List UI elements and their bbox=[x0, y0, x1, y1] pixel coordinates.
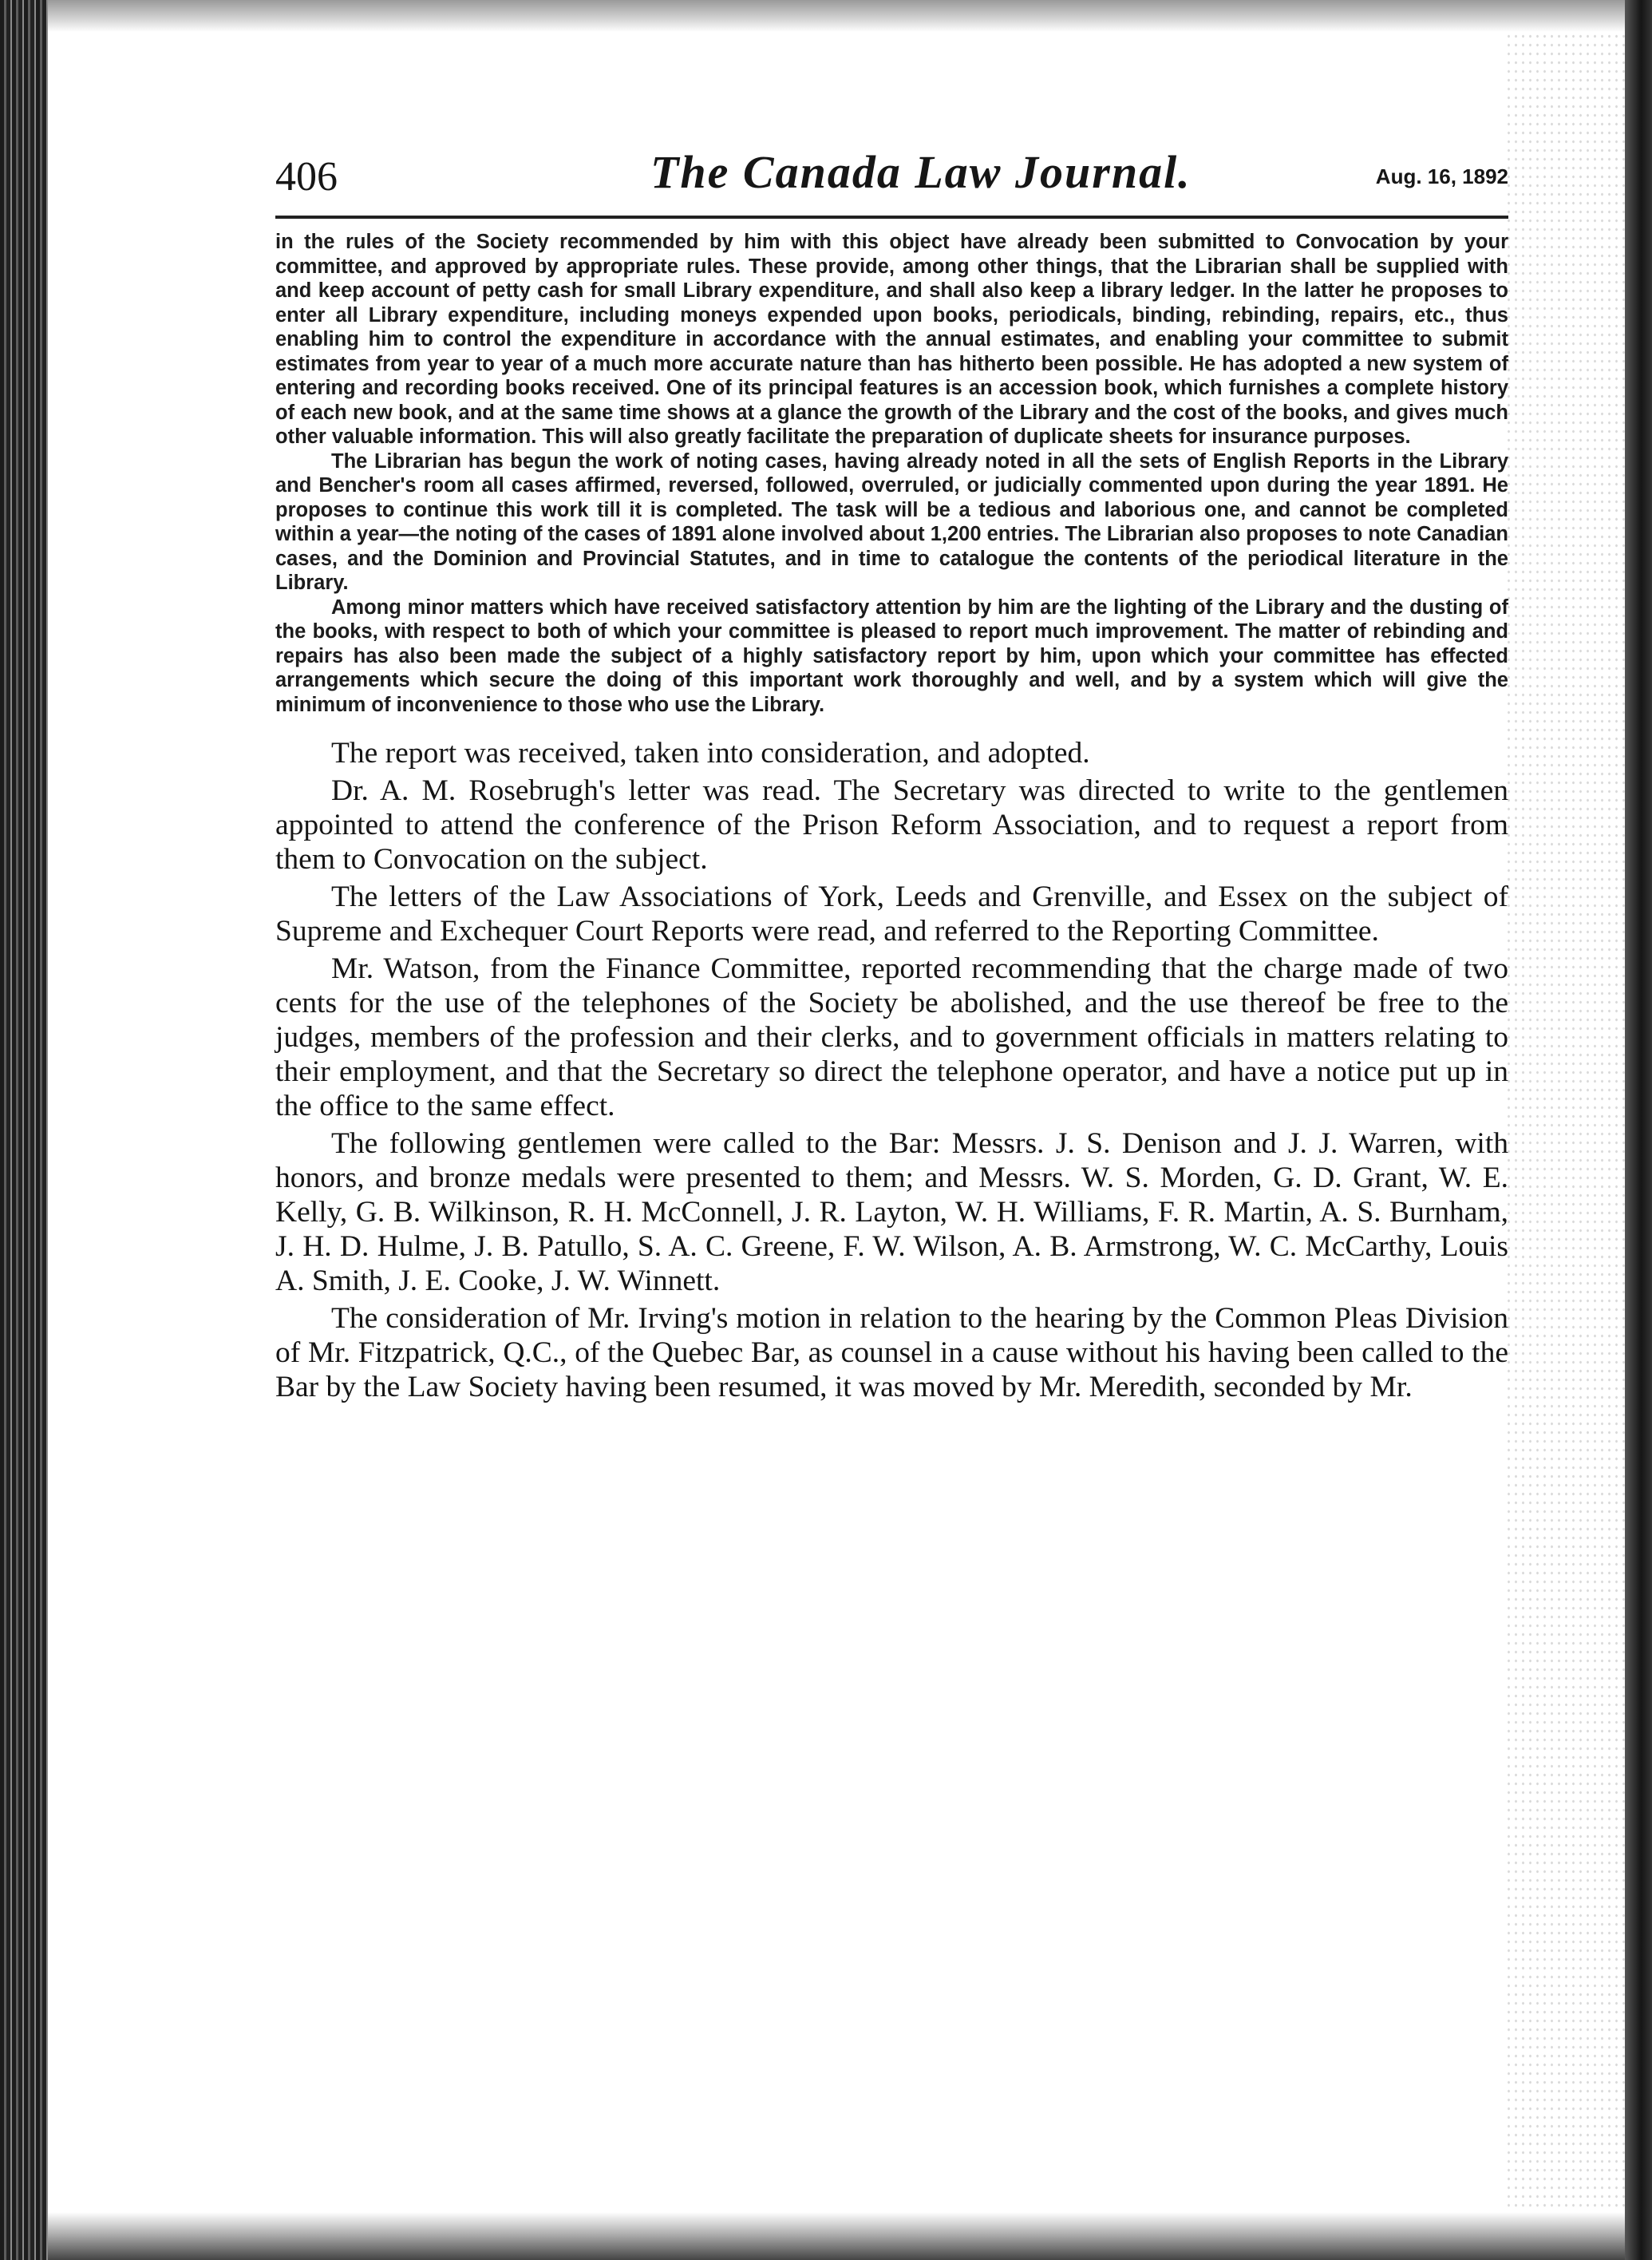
issue-date: Aug. 16, 1892 bbox=[1375, 164, 1508, 188]
minutes-paragraph: The consideration of Mr. Irving's motion in relation to the hearing by the Common Pleas Division of Mr. Fitzpatrick, Q.C., of the Quebec Bar, as counsel in a cause without his having been called to the Bar by the Law Society having been resumed, it was moved by Mr. Meredith, seconded by Mr. bbox=[275, 1302, 1508, 1403]
minutes-paragraph: The report was received, taken into consideration, and adopted. bbox=[331, 737, 1090, 770]
committee-report-excerpt bbox=[275, 230, 1508, 717]
report-paragraph: The Librarian has begun the work of noting cases, having already noted in all the sets of English Reports in the Library and Bencher's room all cases affirmed, reversed, followed, overruled, or judicially commented upon during the year 1891. He proposes to continue this work till it is completed. The task will be a tedious and laborious one, and cannot be completed within a year—the noting of the cases of 1891 alone involved about 1,200 entries. The Librarian also proposes to note Canadian cases, and the Dominion and Provincial Statutes, and in time to catalogue the contents of the periodical literature in the Library. bbox=[275, 449, 1508, 594]
minutes-paragraph: The following gentlemen were called to the Bar: Messrs. J. S. Denison and J. J. Warren, with honors, and bronze medals were presented to them; and Messrs. W. S. Morden, G. D. Grant, W. E. Kelly, G. B. Wilkinson, R. H. McConnell, J. R. Layton, W. H. Williams, F. R. Martin, A. S. Burnham, J. H. D. Hulme, J. B. Patullo, S. A. C. Greene, F. W. Wilson, A. B. Armstrong, W. C. McCarthy, Louis A. Smith, J. E. Cooke, J. W. Winnett. bbox=[275, 1127, 1508, 1297]
scan-bottom-edge bbox=[48, 2212, 1625, 2260]
journal-page bbox=[275, 136, 1508, 1407]
scan-top-edge bbox=[48, 0, 1625, 32]
running-header bbox=[275, 136, 1508, 219]
report-paragraph: in the rules of the Society recommended by him with this object have already been submitted to Convocation by your committee, and approved by appropriate rules. These provide, among other things, that the Librarian shall be supplied with and keep account of petty cash for small Library expenditure, and shall also keep a library ledger. In the latter he proposes to enter all Library expenditure, including moneys expended upon books, periodicals, binding, rebinding, repairs, etc., thus enabling him to control the expenditure in accordance with the annual estimates, and enabling your committee to submit estimates from year to year of a much more accurate nature than has hitherto been possible. He has adopted a new system of entering and recording books received. One of its principal features is an accession book, which furnishes a complete history of each new book, and at the same time shows at a glance the growth of the Library and the cost of the books, and gives much other valuable information. This will also greatly facilitate the preparation of duplicate sheets for insurance purposes. bbox=[275, 231, 1508, 448]
scan-noise bbox=[1505, 32, 1625, 2211]
scan-right-edge bbox=[1625, 0, 1652, 2260]
minutes-paragraph: The letters of the Law Associations of York, Leeds and Grenville, and Essex on the subject of Supreme and Exchequer Court Reports were read, and referred to the Reporting Committee. bbox=[275, 881, 1508, 948]
convocation-minutes bbox=[275, 736, 1508, 1404]
scan-binding-edge bbox=[0, 0, 48, 2260]
journal-title: The Canada Law Journal. bbox=[650, 146, 1192, 198]
page-number: 406 bbox=[275, 154, 338, 200]
minutes-paragraph: Mr. Watson, from the Finance Committee, reported recommending that the charge made of two cents for the use of the telephones of the Society be abolished, and the use thereof be free to the judges, members of the profession and their clerks, and to government officials in matters relating to their employment, and that the Secretary so direct the telephone operator, and have a notice put up in the office to the same effect. bbox=[275, 952, 1508, 1122]
minutes-paragraph: Dr. A. M. Rosebrugh's letter was read. The Secretary was directed to write to the gentlemen appointed to attend the conference of the Prison Reform Association, and to request a report from them to Convocation on the subject. bbox=[275, 774, 1508, 876]
report-paragraph: Among minor matters which have received satisfactory attention by him are the lighting of the Library and the dusting of the books, with respect to both of which your committee is pleased to report much improvement. The matter of rebinding and repairs has also been made the subject of a highly satisfactory report by him, upon which your committee has effected arrangements which secure the doing of this important work thoroughly and well, and by a system which will give the minimum of inconvenience to those who use the Library. bbox=[275, 596, 1508, 716]
